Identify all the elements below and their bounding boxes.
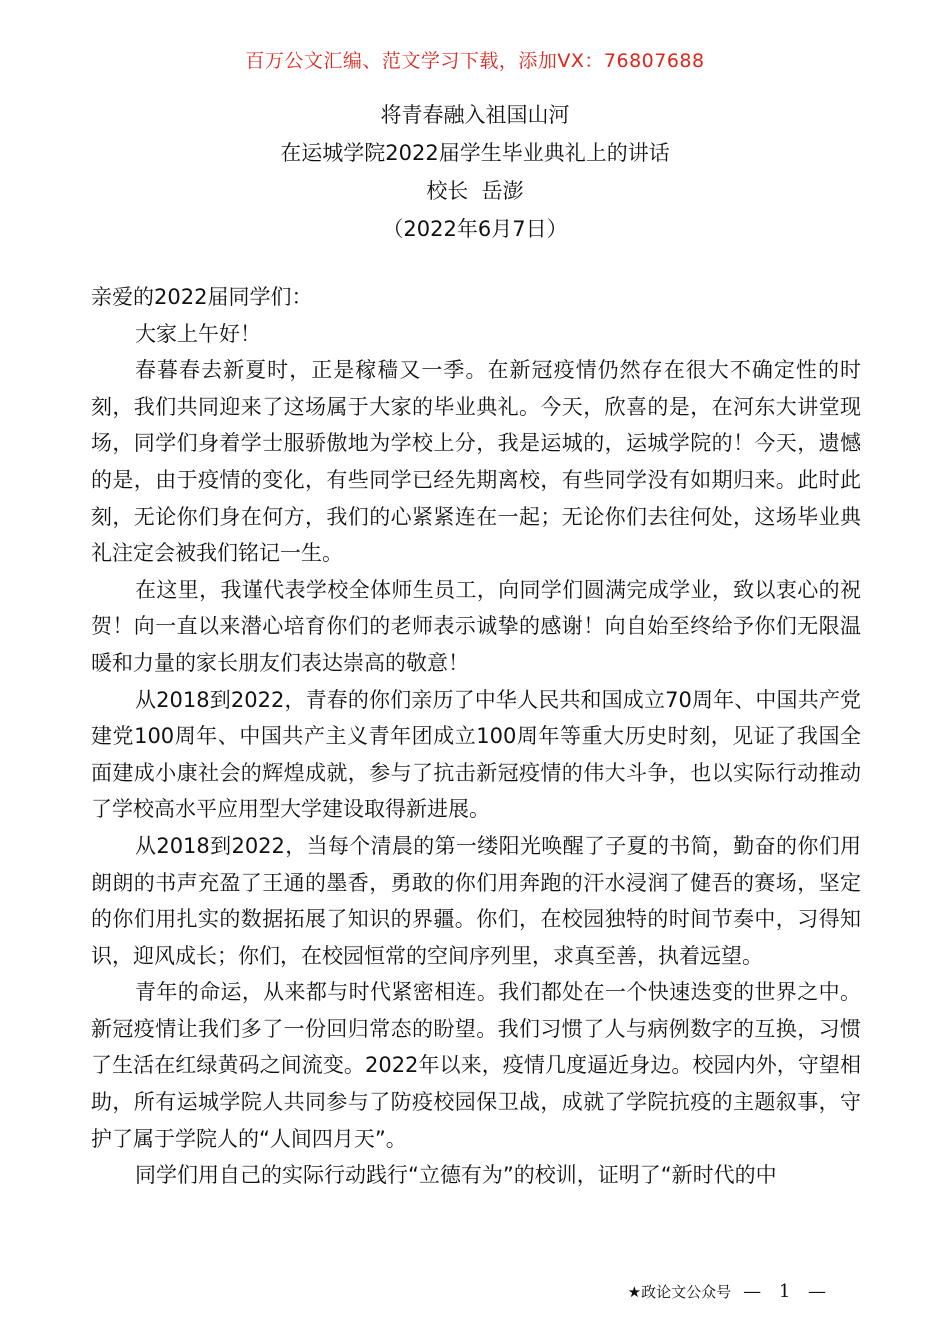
speech-date: （2022年6月7日） [382, 217, 568, 241]
speech-subtitle: 在运城学院2022届学生毕业典礼上的讲话 [280, 141, 670, 165]
footer-source: ★政论文公众号 [627, 1283, 732, 1301]
paragraph-history: 从2018到2022，青春的你们亲历了中华人民共和国成立70周年、中国共产党建党100周年、中国共产主义青年团成立100周年等重大历史时刻，见证了我国全面建成小康社会的辉煌成就，参与了抗击新冠疫情的伟大斗争，也以实际行动推动了学校高水平应用型大学建设取得新进展。 [91, 687, 861, 822]
title-block [0, 96, 950, 248]
paragraph-greeting: 大家上午好！ [135, 321, 261, 346]
page-number: — 1 — [743, 1281, 832, 1302]
page-footer [628, 1281, 832, 1302]
paragraph-campus-life: 从2018到2022，当每个清晨的第一缕阳光唤醒了子夏的书简，勤奋的你们用朗朗的书声充盈了王通的墨香，勇敢的你们用奔跑的汗水浸润了健吾的赛场，坚定的你们用扎实的数据拓展了知识的界疆。你们，在校园独特的时间节奏中，习得知识，迎风成长；你们，在校园恒常的空间序列里，求真至善，执着远望。 [91, 833, 861, 968]
speech-author: 校长 岳澎 [426, 179, 524, 203]
paragraph-thanks: 在这里，我谨代表学校全体师生员工，向同学们圆满完成学业，致以衷心的祝贺！向一直以来潜心培育你们的老师表示诚挚的感谢！向自始至终给予你们无限温暖和力量的家长朋友们表达崇高的敬意！ [91, 577, 861, 675]
paragraph-epidemic: 青年的命运，从来都与时代紧密相连。我们都处在一个快速迭变的世界之中。新冠疫情让我们多了一份回归常态的盼望。我们习惯了人与病例数字的互换，习惯了生活在红绿黄码之间流变。2022年以来，疫情几度逼近身边。校园内外，守望相助，所有运城学院人共同参与了防疫校园保卫战，成就了学院抗疫的主题叙事，守护了属于学院人的“人间四月天”。 [91, 980, 861, 1151]
speech-title: 将青春融入祖国山河 [380, 103, 570, 127]
salutation: 亲爱的2022届同学们： [91, 285, 313, 309]
paragraph-motto: 同学们用自己的实际行动践行“立德有为”的校训，证明了“新时代的中 [135, 1163, 777, 1188]
promo-banner: 百万公文汇编、范文学习下载，添加VX：76807688 [245, 50, 705, 72]
paragraph-opening: 春暮春去新夏时，正是稼穑又一季。在新冠疫情仍然存在很大不确定性的时刻，我们共同迎来了这场属于大家的毕业典礼。今天，欣喜的是，在河东大讲堂现场，同学们身着学士服骄傲地为学校上分，我是运城的，运城学院的！今天，遗憾的是，由于疫情的变化，有些同学已经先期离校，有些同学没有如期归来。此时此刻，无论你们身在何方，我们的心紧紧连在一起；无论你们去往何处，这场毕业典礼注定会被我们铭记一生。 [91, 358, 861, 566]
speech-body [91, 279, 861, 1194]
